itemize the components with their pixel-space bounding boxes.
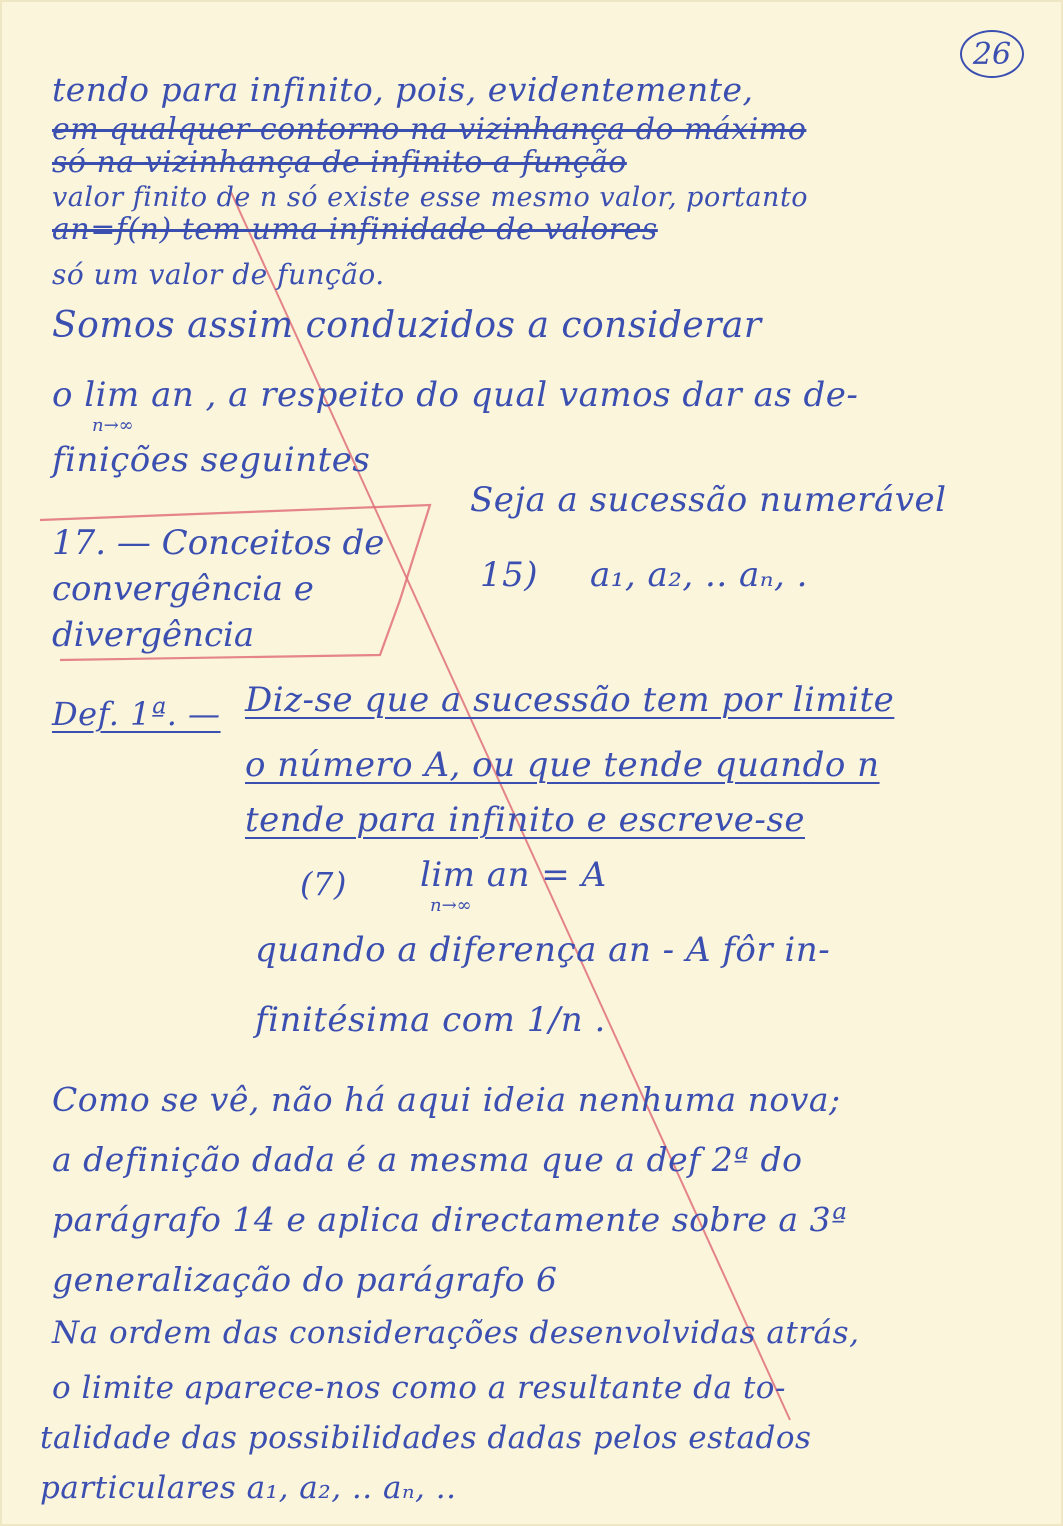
sequence-intro: Seja a sucessão numerável [470,480,947,520]
section-title: 17. — Conceitos de convergência e divergência [52,523,385,655]
line-4: valor finito de n só existe esse mesmo valor, portanto [52,182,809,213]
line-5-text: an=f(n) tem uma infinidade de valores [52,212,658,247]
condition-line-1: quando a diferença an - A fôr in- [255,930,831,970]
line-2 [52,112,806,147]
line-7: Somos assim conduzidos a considerar [52,305,762,346]
closing-line-8: particulares a₁, a₂, .. aₙ, .. [40,1470,457,1506]
line-9: finições seguintes [52,440,371,480]
sequence-expression: a₁, a₂, .. aₙ, . [590,555,808,595]
closing-line-4: generalização do parágrafo 6 [52,1260,558,1299]
definition-label-text: Def. 1ª. — [52,695,221,733]
closing-line-5: Na ordem das considerações desenvolvidas atrás, [52,1315,860,1351]
closing-line-2: a definição dada é a mesma que a def 2ª do [52,1140,803,1179]
definition-line-2-text: o número A, ou que tende quando n [245,745,880,785]
line-3 [52,145,627,180]
formula: lim an = A [420,855,607,895]
sequence-label: 15) [480,555,539,595]
definition-line-1 [245,680,894,720]
closing-line-6: o limite aparece-nos como a resultante da to- [52,1370,786,1406]
definition-line-3-text: tende para infinito e escreve-se [245,800,805,840]
formula-label: (7) [300,865,347,903]
lim-subscript-1: n→∞ [92,415,134,436]
definition-line-3 [245,800,805,840]
line-2-text: em qualquer contorno na vizinhança do máximo [52,112,807,147]
definition-line-2 [245,745,880,785]
closing-line-7: talidade das possibilidades dadas pelos estados [40,1420,812,1456]
definition-line-1-text: Diz-se que a sucessão tem por limite [245,680,895,720]
page-number: 26 [960,30,1024,78]
closing-line-1: Como se vê, não há aqui ideia nenhuma nova; [52,1080,841,1119]
line-8: o lim an , a respeito do qual vamos dar as de- [52,375,859,415]
line-1: tendo para infinito, pois, evidentemente, [52,70,754,109]
lim-subscript-2: n→∞ [430,895,472,916]
definition-label [52,695,221,733]
line-3-text: só na vizinhança de infinito a função [52,145,627,180]
closing-line-3: parágrafo 14 e aplica directamente sobre a 3ª [52,1200,848,1239]
line-6: só um valor de função. [52,258,385,291]
condition-line-2: finitésima com 1/n . [255,1000,606,1040]
line-5 [52,212,658,247]
